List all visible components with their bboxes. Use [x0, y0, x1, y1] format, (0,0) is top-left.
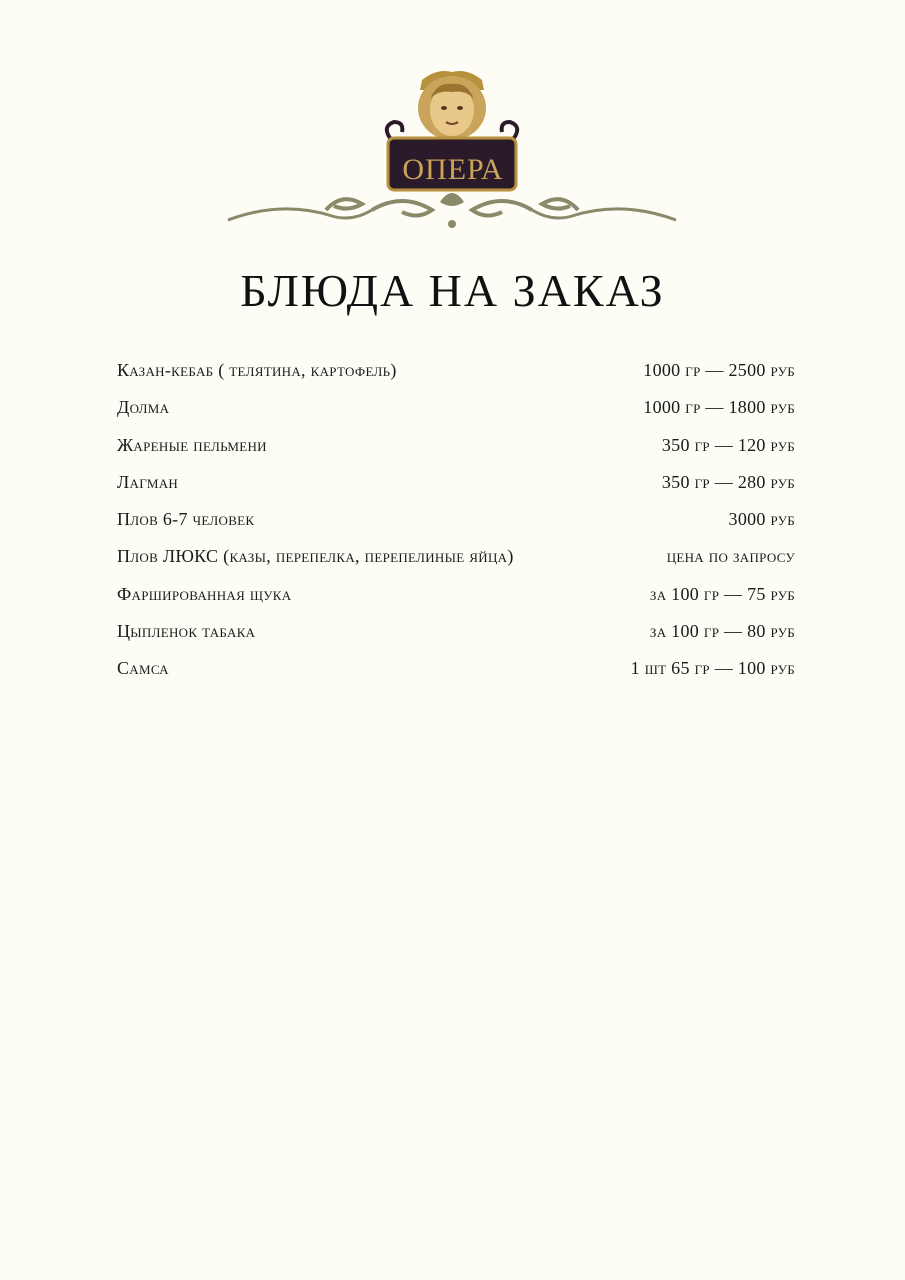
dish-name: Казан-кебаб ( телятина, картофель) [117, 360, 397, 380]
menu-item [117, 427, 795, 464]
dish-name: Жареные пельмени [117, 434, 267, 455]
menu-item [117, 501, 795, 538]
menu-item [117, 650, 795, 687]
menu-item [117, 538, 795, 575]
menu-item [117, 576, 795, 613]
dish-price: 1000 гр — 2500 руб [643, 360, 795, 380]
dish-name: Фаршированная щука [117, 583, 292, 604]
dish-price: 1000 гр — 1800 руб [643, 397, 795, 418]
dish-price: 1 шт 65 гр — 100 руб [630, 658, 795, 679]
dish-price: 350 гр — 280 руб [661, 471, 795, 492]
menu-item [117, 389, 795, 426]
logo [0, 60, 905, 240]
menu-list [117, 352, 795, 688]
logo-wordmark: ОПЕРА [402, 153, 504, 186]
opera-logo-emblem [222, 60, 682, 240]
menu-item [117, 464, 795, 501]
dish-name: Самса [117, 658, 169, 679]
dish-name: Долма [117, 397, 170, 418]
dish-name: Плов ЛЮКС (казы, перепелка, перепелиные яйца) [117, 546, 514, 567]
dish-name: Лагман [117, 471, 179, 492]
dish-price: 350 гр — 120 руб [661, 434, 795, 455]
page-title: БЛЮДА НА ЗАКАЗ [240, 265, 665, 316]
dish-price: 3000 руб [728, 509, 795, 530]
menu-item [117, 613, 795, 650]
dish-price: за 100 гр — 75 руб [649, 583, 795, 604]
dish-price: цена по запросу [666, 546, 795, 567]
menu-item [117, 352, 795, 389]
dish-name: Плов 6-7 человек [117, 509, 255, 530]
dish-name: Цыпленок табака [117, 621, 256, 642]
dish-price: за 100 гр — 80 руб [649, 621, 795, 642]
